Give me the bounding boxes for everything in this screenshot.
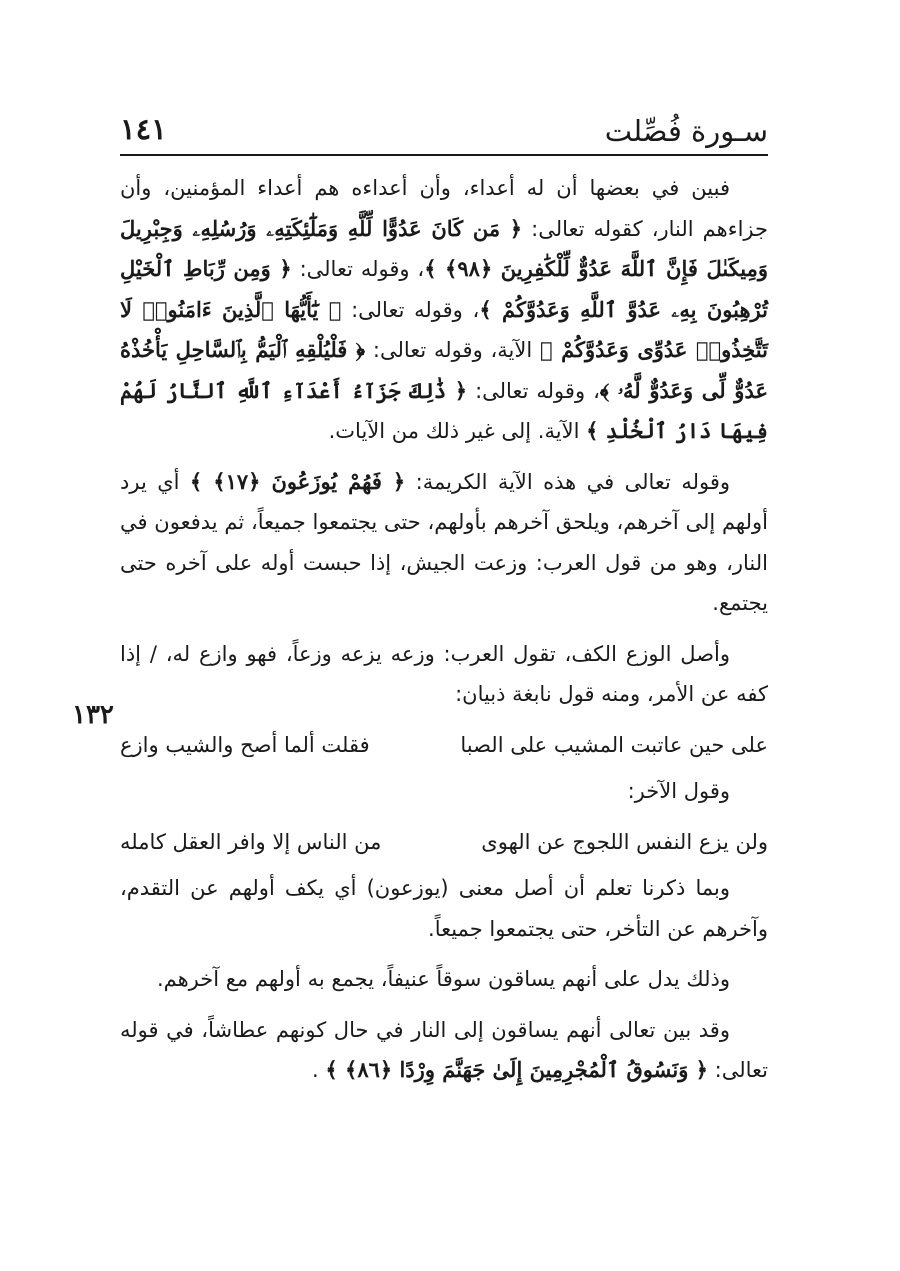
paragraph-meaning: [120, 868, 768, 949]
margin-page-number: ١٣٢: [72, 700, 114, 730]
text: الآية. إلى غير ذلك من الآيات.: [328, 419, 580, 443]
text: وبما ذكرنا تعلم أن أصل معنى (يوزعون) أي يكف أولهم عن التقدم، وآخرهم عن التأخر، حتى يجتمعوا جميعاً.: [120, 876, 768, 941]
poetry-verse: [120, 725, 768, 766]
text: وقد بين تعالى أنهم يساقون إلى النار في حال كونهم عطاشاً، في قوله تعالى:: [120, 1017, 768, 1082]
quran-quote: ﴿ فَهُمْ يُوزَعُونَ ﴿١٧﴾ ﴾: [189, 468, 406, 494]
text: ، وقوله تعالى:: [351, 297, 480, 322]
paragraph-yuzaun: [120, 462, 768, 624]
paragraph-driven: [120, 959, 768, 1000]
text: وذلك يدل على أنهم يساقون سوقاً عنيفاً، يجمع به أولهم مع آخرهم.: [156, 967, 730, 991]
page-header: [120, 108, 768, 156]
text: .: [312, 1058, 319, 1082]
verse-second-hemistich: فقلت ألما أصح والشيب وازع: [120, 732, 370, 757]
quran-quote: ﴿ فَلْيُلْقِهِ ٱلْيَمُّ بِٱلسَّاحِلِ يَأْخُذْهُ عَدُوٌّ لِّى وَعَدُوٌّ لَّهُۥ ﴾: [120, 337, 768, 403]
quran-quote: ﴿ يَٰٓأَيُّهَا ٱلَّذِينَ ءَامَنُوا۟ لَا تَتَّخِذُوا۟ عَدُوِّى وَعَدُوَّكُمْ ﴾: [120, 296, 768, 362]
poetry-verse: [120, 822, 768, 863]
page-number: ١٤١: [120, 112, 167, 146]
page-body: [120, 168, 768, 1101]
quran-quote: ﴿ وَمِن رِّبَاطِ ٱلْخَيْلِ تُرْهِبُونَ بِهِۦ عَدُوَّ ٱللَّهِ وَعَدُوَّكُمْ ﴾: [120, 256, 768, 322]
quran-quote: ﴿ وَنَسُوقُ ٱلْمُجْرِمِينَ إِلَىٰ جَهَنَّمَ وِرْدًا ﴿٨٦﴾ ﴾: [325, 1057, 708, 1082]
paragraph-other-poet: [120, 771, 768, 812]
text: ، وقوله تعالى:: [299, 257, 425, 281]
verse-first-hemistich: على حين عاتبت المشيب على الصبا: [460, 732, 768, 757]
text: أي يرد أولهم إلى آخرهم، ويلحق آخرهم بأولهم، حتى يجتمعوا جميعاً، ثم يدفعون في النار، وهو من قول العرب: وزعت الجيش، إذا حبست أوله على آخره حتى يجتمع.: [120, 469, 768, 615]
text: الآية، وقوله تعالى:: [372, 338, 533, 362]
paragraph-origin-wazu: [120, 634, 768, 715]
text: فبين في بعضها أن له أعداء، وأن أعداءه هم أعداء المؤمنين، وأن جزاءهم النار، كقوله تعالى:: [120, 176, 768, 241]
paragraph-thirsty: [120, 1010, 768, 1091]
text: وقوله تعالى في هذه الآية الكريمة:: [415, 469, 731, 494]
quran-quote: ﴿ مَن كَانَ عَدُوًّا لِّلَّهِ وَمَلَٰٓئِكَتِهِۦ وَرُسُلِهِۦ وَجِبْرِيلَ وَمِيكَىٰلَ فَإِنَّ ٱللَّهَ عَدُوٌّ لِّلْكَٰفِرِينَ ﴿٩٨﴾ ﴾: [120, 215, 769, 281]
quran-quote: ﴿ ذَٰلِكَ جَزَآءُ أَعْدَآءِ ٱللَّهِ ٱلنَّارُ لَهُمْ فِيهَا دَارُ ٱلْخُلْدِ ﴾: [120, 377, 768, 443]
text: ، وقوله تعالى:: [475, 378, 600, 403]
verse-second-hemistich: من الناس إلا وافر العقل كامله: [120, 829, 382, 854]
text: وأصل الوزع الكف، تقول العرب: وزعه يزعه وزعاً، فهو وازع له، / إذا كفه عن الأمر، ومنه قول نابغة ذبيان:: [120, 641, 768, 706]
verse-first-hemistich: ولن يزع النفس اللجوج عن الهوى: [481, 829, 768, 854]
text: وقول الآخر:: [627, 779, 730, 803]
surah-title: سـورة فُصِّلت: [604, 114, 768, 148]
paragraph-enemies: [120, 168, 768, 452]
